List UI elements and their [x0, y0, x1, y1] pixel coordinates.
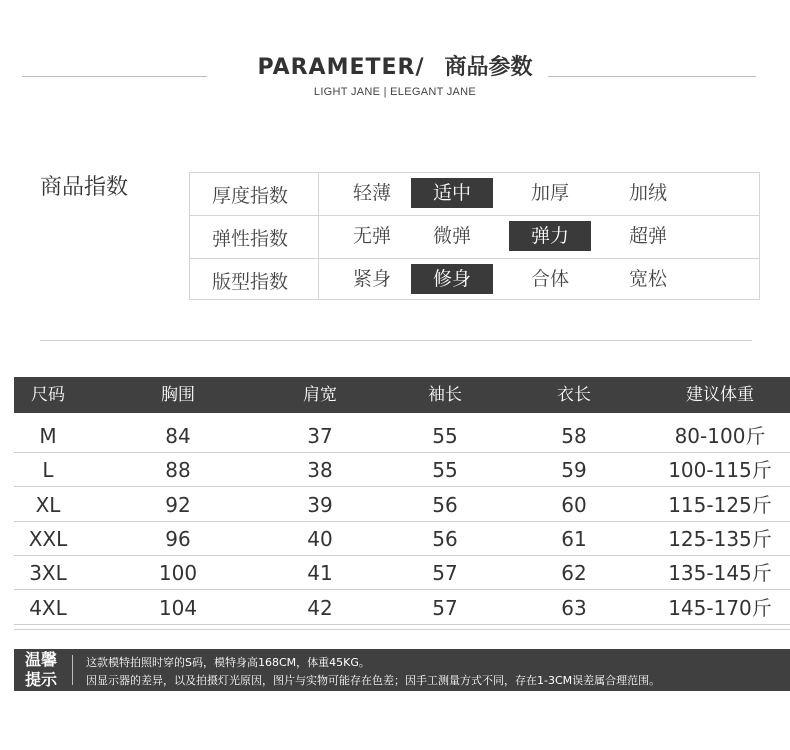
size-table-cell: 56	[432, 526, 458, 551]
size-table-cell: 100-115斤	[668, 458, 772, 483]
size-header-cell: 尺码	[31, 385, 65, 405]
size-table-cell: 58	[561, 424, 587, 448]
size-table-cell: 88	[165, 458, 191, 483]
size-header-cell: 胸围	[161, 385, 195, 405]
page-subtitle: LIGHT JANE | ELEGANT JANE	[313, 86, 477, 98]
index-row-name: 厚度指数	[212, 185, 289, 207]
size-table-cell: 100	[158, 561, 198, 586]
index-option: 无弹	[352, 225, 391, 247]
size-table-cell: 104	[158, 595, 198, 620]
size-table-cell: 37	[307, 424, 333, 448]
section-divider	[40, 340, 752, 341]
size-table-cell: 55	[432, 424, 458, 448]
size-table-row	[14, 453, 790, 487]
index-option: 加绒	[628, 182, 667, 204]
index-table	[189, 172, 760, 300]
index-option: 合体	[530, 268, 569, 290]
size-table-cell: 4XL	[29, 595, 67, 620]
page-title	[0, 50, 790, 81]
size-table-cell: 55	[432, 458, 458, 483]
size-header-cell: 肩宽	[303, 385, 337, 405]
index-option-selected: 适中	[411, 178, 493, 208]
index-row-name: 弹性指数	[212, 228, 289, 250]
size-table-cell: 115-125斤	[668, 492, 772, 517]
size-table-row	[14, 488, 790, 522]
size-table-cell: 40	[307, 526, 333, 551]
size-table-cell: 61	[561, 526, 587, 551]
index-option: 加厚	[530, 182, 569, 204]
size-table-cell: 57	[432, 561, 458, 586]
index-row	[190, 173, 759, 215]
size-table-cell: 39	[307, 492, 333, 517]
notice-label	[20, 650, 62, 690]
size-table-cell: 59	[561, 458, 587, 483]
size-table-row	[14, 591, 790, 625]
notice-text-line2: 因显示器的差异，以及拍摄灯光原因，图片与实物可能存在色差；因手工测量方式不同，存在1-3CM误差属合理范围。	[86, 674, 661, 687]
notice-text-line1: 这款模特拍照时穿的S码，模特身高168CM，体重45KG。	[86, 656, 370, 669]
size-header-cell: 袖长	[428, 385, 462, 405]
size-table-cell: 62	[561, 561, 587, 586]
size-table-cell: 135-145斤	[668, 561, 772, 586]
index-section-label: 商品指数	[40, 175, 129, 200]
size-header-cell: 衣长	[557, 385, 591, 405]
size-table-cell: 42	[307, 595, 333, 620]
size-table-cell: 80-100斤	[674, 424, 766, 448]
size-table-cell: 145-170斤	[668, 595, 772, 620]
index-option-selected: 修身	[411, 264, 493, 294]
title-zh: 商品参数	[444, 55, 533, 80]
index-option: 轻薄	[352, 182, 391, 204]
notice-separator	[72, 655, 73, 685]
index-option: 微弹	[432, 225, 471, 247]
size-table-cell: 96	[165, 526, 191, 551]
size-table-row	[14, 419, 790, 453]
size-table-cell: XL	[35, 492, 61, 517]
index-option-selected: 弹力	[509, 221, 591, 251]
size-table-cell: 125-135斤	[668, 526, 772, 551]
index-row	[190, 259, 759, 301]
size-table-cell: 60	[561, 492, 587, 517]
size-table-row	[14, 522, 790, 556]
size-table-cell: 3XL	[29, 561, 67, 586]
size-table-cell: 38	[307, 458, 333, 483]
index-option: 宽松	[628, 268, 667, 290]
notice-bar	[14, 649, 790, 691]
size-header-cell: 建议体重	[686, 385, 754, 405]
footer-divider	[14, 629, 790, 630]
index-row	[190, 216, 759, 258]
size-row-divider	[14, 624, 790, 625]
notice-label-line1: 温馨	[24, 650, 57, 669]
size-table-cell: 41	[307, 561, 333, 586]
size-table-cell: 63	[561, 595, 587, 620]
size-table-header	[14, 377, 790, 413]
size-table-cell: 92	[165, 492, 191, 517]
size-table-row	[14, 556, 790, 590]
index-option: 紧身	[352, 268, 391, 290]
index-row-name: 版型指数	[212, 271, 289, 293]
notice-label-line2: 提示	[24, 670, 57, 689]
title-en: PARAMETER/	[257, 55, 425, 80]
size-table-cell: 57	[432, 595, 458, 620]
index-option: 超弹	[628, 225, 667, 247]
size-table-cell: XXL	[28, 526, 68, 551]
size-table-cell: 84	[165, 424, 191, 448]
size-table-cell: 56	[432, 492, 458, 517]
size-table-cell: L	[42, 458, 54, 483]
size-table-cell: M	[39, 424, 57, 448]
